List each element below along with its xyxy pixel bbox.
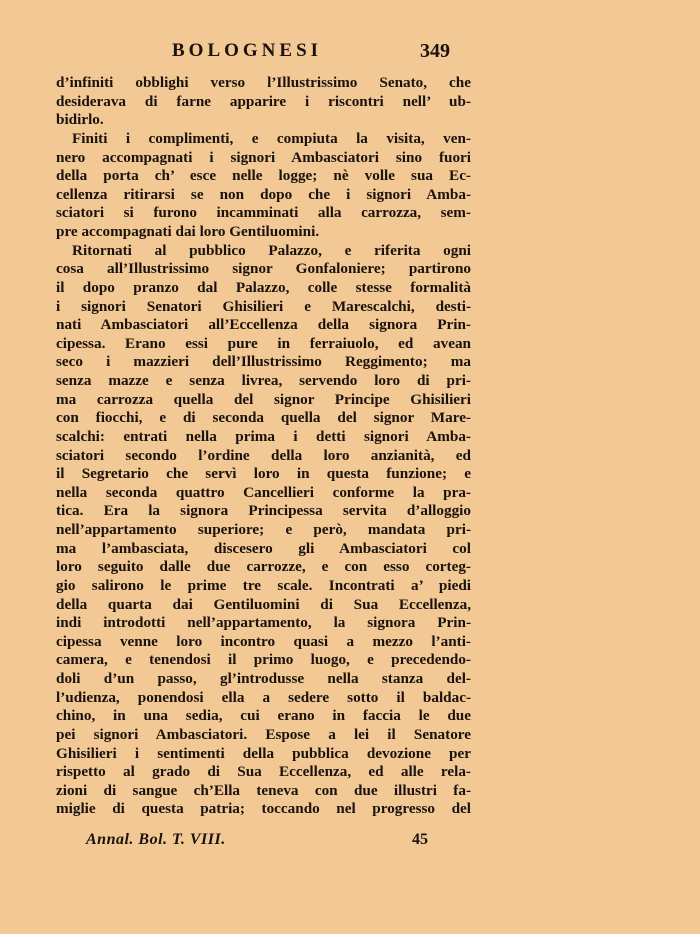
- text-line: chino, in una sedia, cui erano in faccia le due: [56, 707, 471, 725]
- text-line: tica. Era la signora Principessa servita d’alloggio: [56, 502, 471, 520]
- text-line: camera, e tenendosi il primo luogo, e precedendo-: [56, 651, 471, 669]
- text-line: nella seconda quattro Cancellieri conforme la pra-: [56, 483, 471, 501]
- text-line: i signori Senatori Ghisilieri e Marescalchi, desti-: [56, 297, 471, 315]
- text-line: doli d’un passo, gl’introdusse nella stanza del-: [56, 670, 471, 687]
- text-line: bidirlo.: [56, 111, 104, 129]
- text-line: il Segretario che servì loro in questa funzione; e: [56, 465, 471, 483]
- page-number: 349: [420, 40, 450, 62]
- text-line: scalchi: entrati nella prima i detti signori Amba-: [56, 427, 471, 445]
- text-line: l’udienza, ponendosi ella a sedere sotto il baldac-: [56, 688, 471, 706]
- text-line: nati Ambasciatori all’Eccellenza della signora Prin-: [56, 316, 471, 334]
- text-line: cipessa venne loro incontro quasi a mezzo l’anti-: [56, 632, 471, 650]
- text-line: sciatori si furono incamminati alla carrozza, sem-: [56, 204, 471, 222]
- text-line: pre accompagnati dai loro Gentiluomini.: [56, 223, 320, 240]
- text-line: sciatori secondo l’ordine della loro anzianità, ed: [56, 446, 471, 464]
- text-line: zioni di sangue ch’Ella teneva con due illustri fa-: [56, 781, 471, 799]
- text-line: gio salirono le prime tre scale. Incontrati a’ piedi: [56, 576, 471, 594]
- running-head: BOLOGNESI: [172, 40, 323, 61]
- text-line: ma l’ambasciata, discesero gli Ambasciatori col: [56, 539, 471, 557]
- text-line: rispetto al grado di Sua Eccellenza, ed alle rela-: [56, 763, 471, 781]
- signature-mark: Annal. Bol. T. VIII.: [86, 831, 226, 848]
- text-line: nero accompagnati i signori Ambasciatori sino fuori: [56, 148, 471, 166]
- text-line: Ritornati al pubblico Palazzo, e riferita ogni: [72, 241, 471, 259]
- text-line: miglie di questa patria; toccando nel progresso del: [56, 800, 471, 818]
- text-line: seco i mazzieri dell’Illustrissimo Reggimento; ma: [56, 353, 471, 371]
- text-line: desiderava di farne apparire i riscontri nell’ ub-: [56, 92, 471, 110]
- text-line: della porta ch’ esce nelle logge; nè volle sua Ec-: [56, 167, 471, 185]
- text-line: loro seguito dalle due carrozze, e con esso corteg-: [56, 558, 471, 576]
- text-line: con fiocchi, e di seconda quella del signor Mare-: [56, 409, 471, 427]
- text-line: pei signori Ambasciatori. Espose a lei il Senatore: [56, 725, 471, 743]
- signature-number: 45: [412, 831, 428, 848]
- text-line: cipessa. Erano essi pure in ferraiuolo, ed avean: [56, 334, 471, 352]
- text-line: Ghisilieri i sentimenti della pubblica devozione per: [56, 744, 471, 762]
- body-text: [56, 74, 471, 819]
- text-line: cellenza ritirarsi se non dopo che i signori Amba-: [56, 185, 471, 203]
- text-line: senza mazze e senza livrea, servendo loro di pri-: [56, 372, 471, 389]
- text-line: cosa all’Illustrissimo signor Gonfaloniere; partirono: [56, 260, 471, 278]
- text-line: ma carrozza quella del signor Principe Ghisilieri: [56, 390, 471, 408]
- text-line: nell’appartamento superiore; e però, mandata pri-: [56, 521, 471, 538]
- text-line: Finiti i complimenti, e compiuta la visita, ven-: [72, 129, 471, 147]
- text-line: della quarta dai Gentiluomini di Sua Eccellenza,: [56, 595, 471, 613]
- text-line: il dopo pranzo dal Palazzo, colle stesse formalità: [56, 278, 471, 296]
- text-line: d’infiniti obblighi verso l’Illustrissimo Senato, che: [56, 74, 471, 91]
- text-line: indi introdotti nell’appartamento, la signora Prin-: [56, 614, 471, 632]
